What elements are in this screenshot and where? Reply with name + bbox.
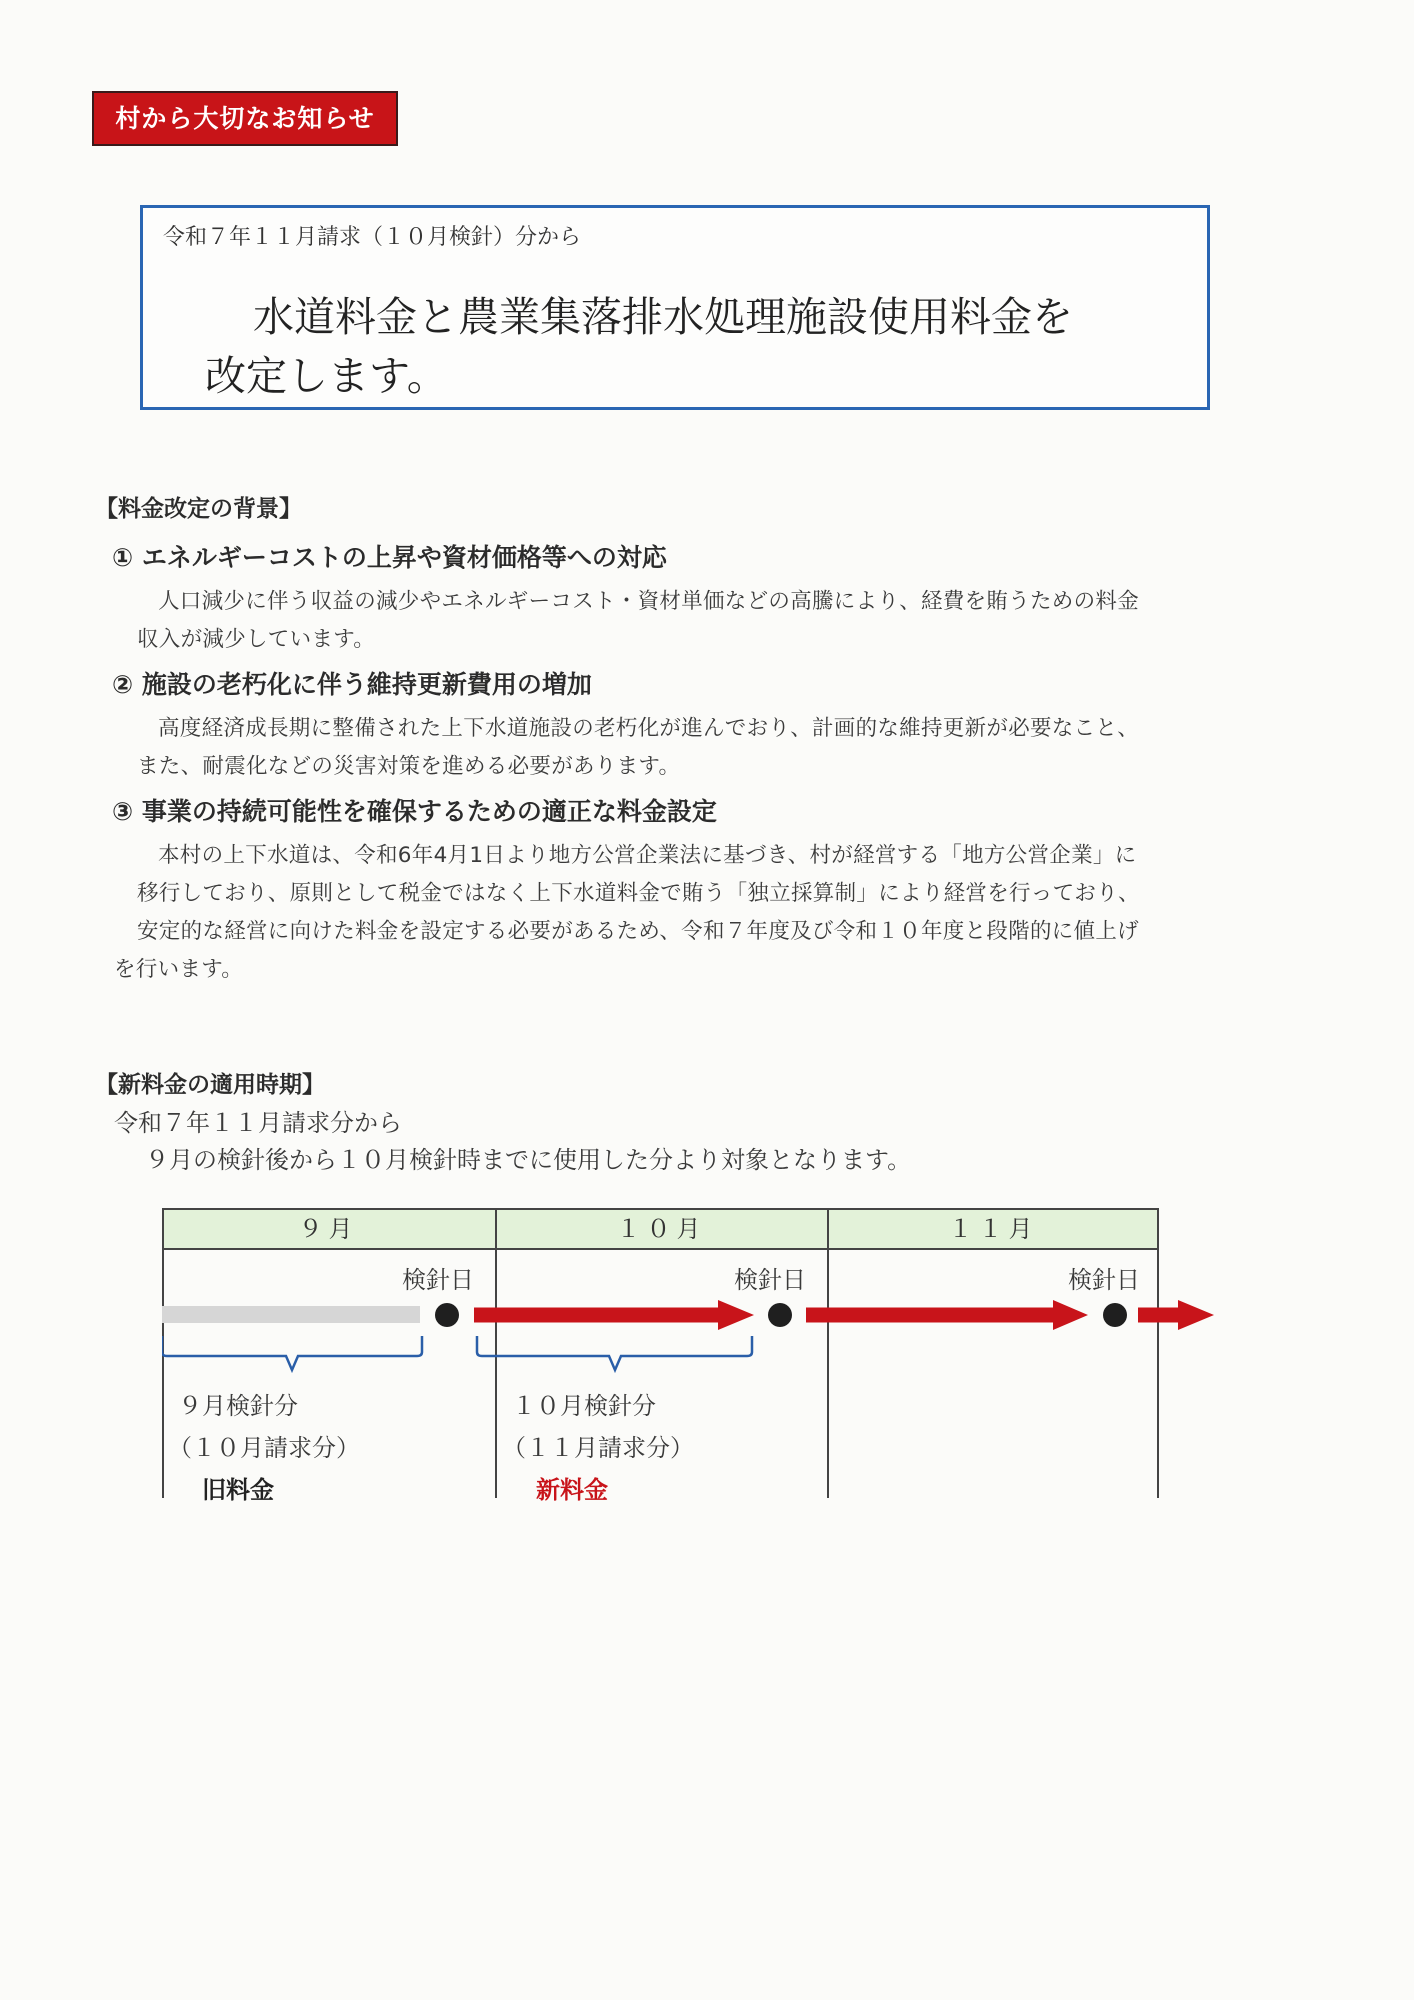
title-line-1: 水道料金と農業集落排水処理施設使用料金を xyxy=(253,293,1073,341)
new-rate-arrowhead xyxy=(1053,1300,1088,1330)
new-bracket xyxy=(477,1336,752,1370)
title-subtitle: 令和７年１１月請求（１０月検針）分から xyxy=(163,225,582,250)
item-1-line-1: 人口減少に伴う収益の減少やエネルギーコスト・資材単価などの高騰により、経費を賄うための料金 xyxy=(158,589,1140,614)
meter-day-label: 検針日 xyxy=(402,1266,474,1294)
meter-day-dot xyxy=(435,1303,459,1327)
title-line-2: 改定します。 xyxy=(205,352,448,400)
old-label-1: ９月検針分 xyxy=(178,1392,298,1420)
item-3-line-4: を行います。 xyxy=(114,957,244,982)
item-3-heading: ③ 事業の持続可能性を確保するための適正な料金設定 xyxy=(112,797,717,826)
background-heading: 【料金改定の背景】 xyxy=(95,496,302,522)
new-label-1: １０月検針分 xyxy=(512,1392,656,1420)
item-2-line-1: 高度経済成長期に整備された上下水道施設の老朽化が進んでおり、計画的な維持更新が必要なこと、 xyxy=(158,716,1140,741)
old-bracket xyxy=(162,1336,422,1370)
meter-day-dot xyxy=(1103,1303,1127,1327)
new-rate-arrowhead xyxy=(1178,1300,1214,1330)
old-fee-label: 旧料金 xyxy=(202,1476,274,1504)
item-1-line-2: 収入が減少しています。 xyxy=(137,627,376,652)
schedule-line-2: ９月の検針後から１０月検針時までに使用した分より対象となります。 xyxy=(145,1146,912,1174)
timeline xyxy=(162,1208,1162,1504)
old-rate-bar xyxy=(162,1306,420,1323)
notice-tag: 村から大切なお知らせ xyxy=(92,91,398,146)
month-october: １０月 xyxy=(616,1215,707,1243)
month-november: １１月 xyxy=(948,1215,1039,1243)
timeline-graphic xyxy=(162,1298,1222,1378)
schedule-line-1: 令和７年１１月請求分から xyxy=(114,1109,402,1137)
old-label-2: （１０月請求分） xyxy=(168,1434,360,1462)
item-2-heading: ② 施設の老朽化に伴う維持更新費用の増加 xyxy=(112,670,592,699)
new-fee-label: 新料金 xyxy=(536,1476,608,1504)
item-3-line-3: 安定的な経営に向けた料金を設定する必要があるため、令和７年度及び令和１０年度と段階的に値上げ xyxy=(137,919,1139,944)
item-3-line-1: 本村の上下水道は、令和6年4月1日より地方公営企業法に基づき、村が経営する「地方公営企業」に xyxy=(158,843,1137,868)
item-3-line-2: 移行しており、原則として税金ではなく上下水道料金で賄う「独立採算制」により経営を行っており、 xyxy=(137,881,1140,906)
meter-day-label: 検針日 xyxy=(734,1266,806,1294)
item-1-heading: ① エネルギーコストの上昇や資材価格等への対応 xyxy=(112,543,667,572)
new-label-2: （１１月請求分） xyxy=(502,1434,694,1462)
meter-day-dot xyxy=(768,1303,792,1327)
item-2-line-2: また、耐震化などの災害対策を進める必要があります。 xyxy=(137,754,681,779)
month-september: ９月 xyxy=(298,1215,359,1243)
title-box xyxy=(140,205,1210,410)
meter-day-label: 検針日 xyxy=(1068,1266,1140,1294)
schedule-heading: 【新料金の適用時期】 xyxy=(95,1072,325,1098)
new-rate-arrowhead xyxy=(718,1300,754,1330)
